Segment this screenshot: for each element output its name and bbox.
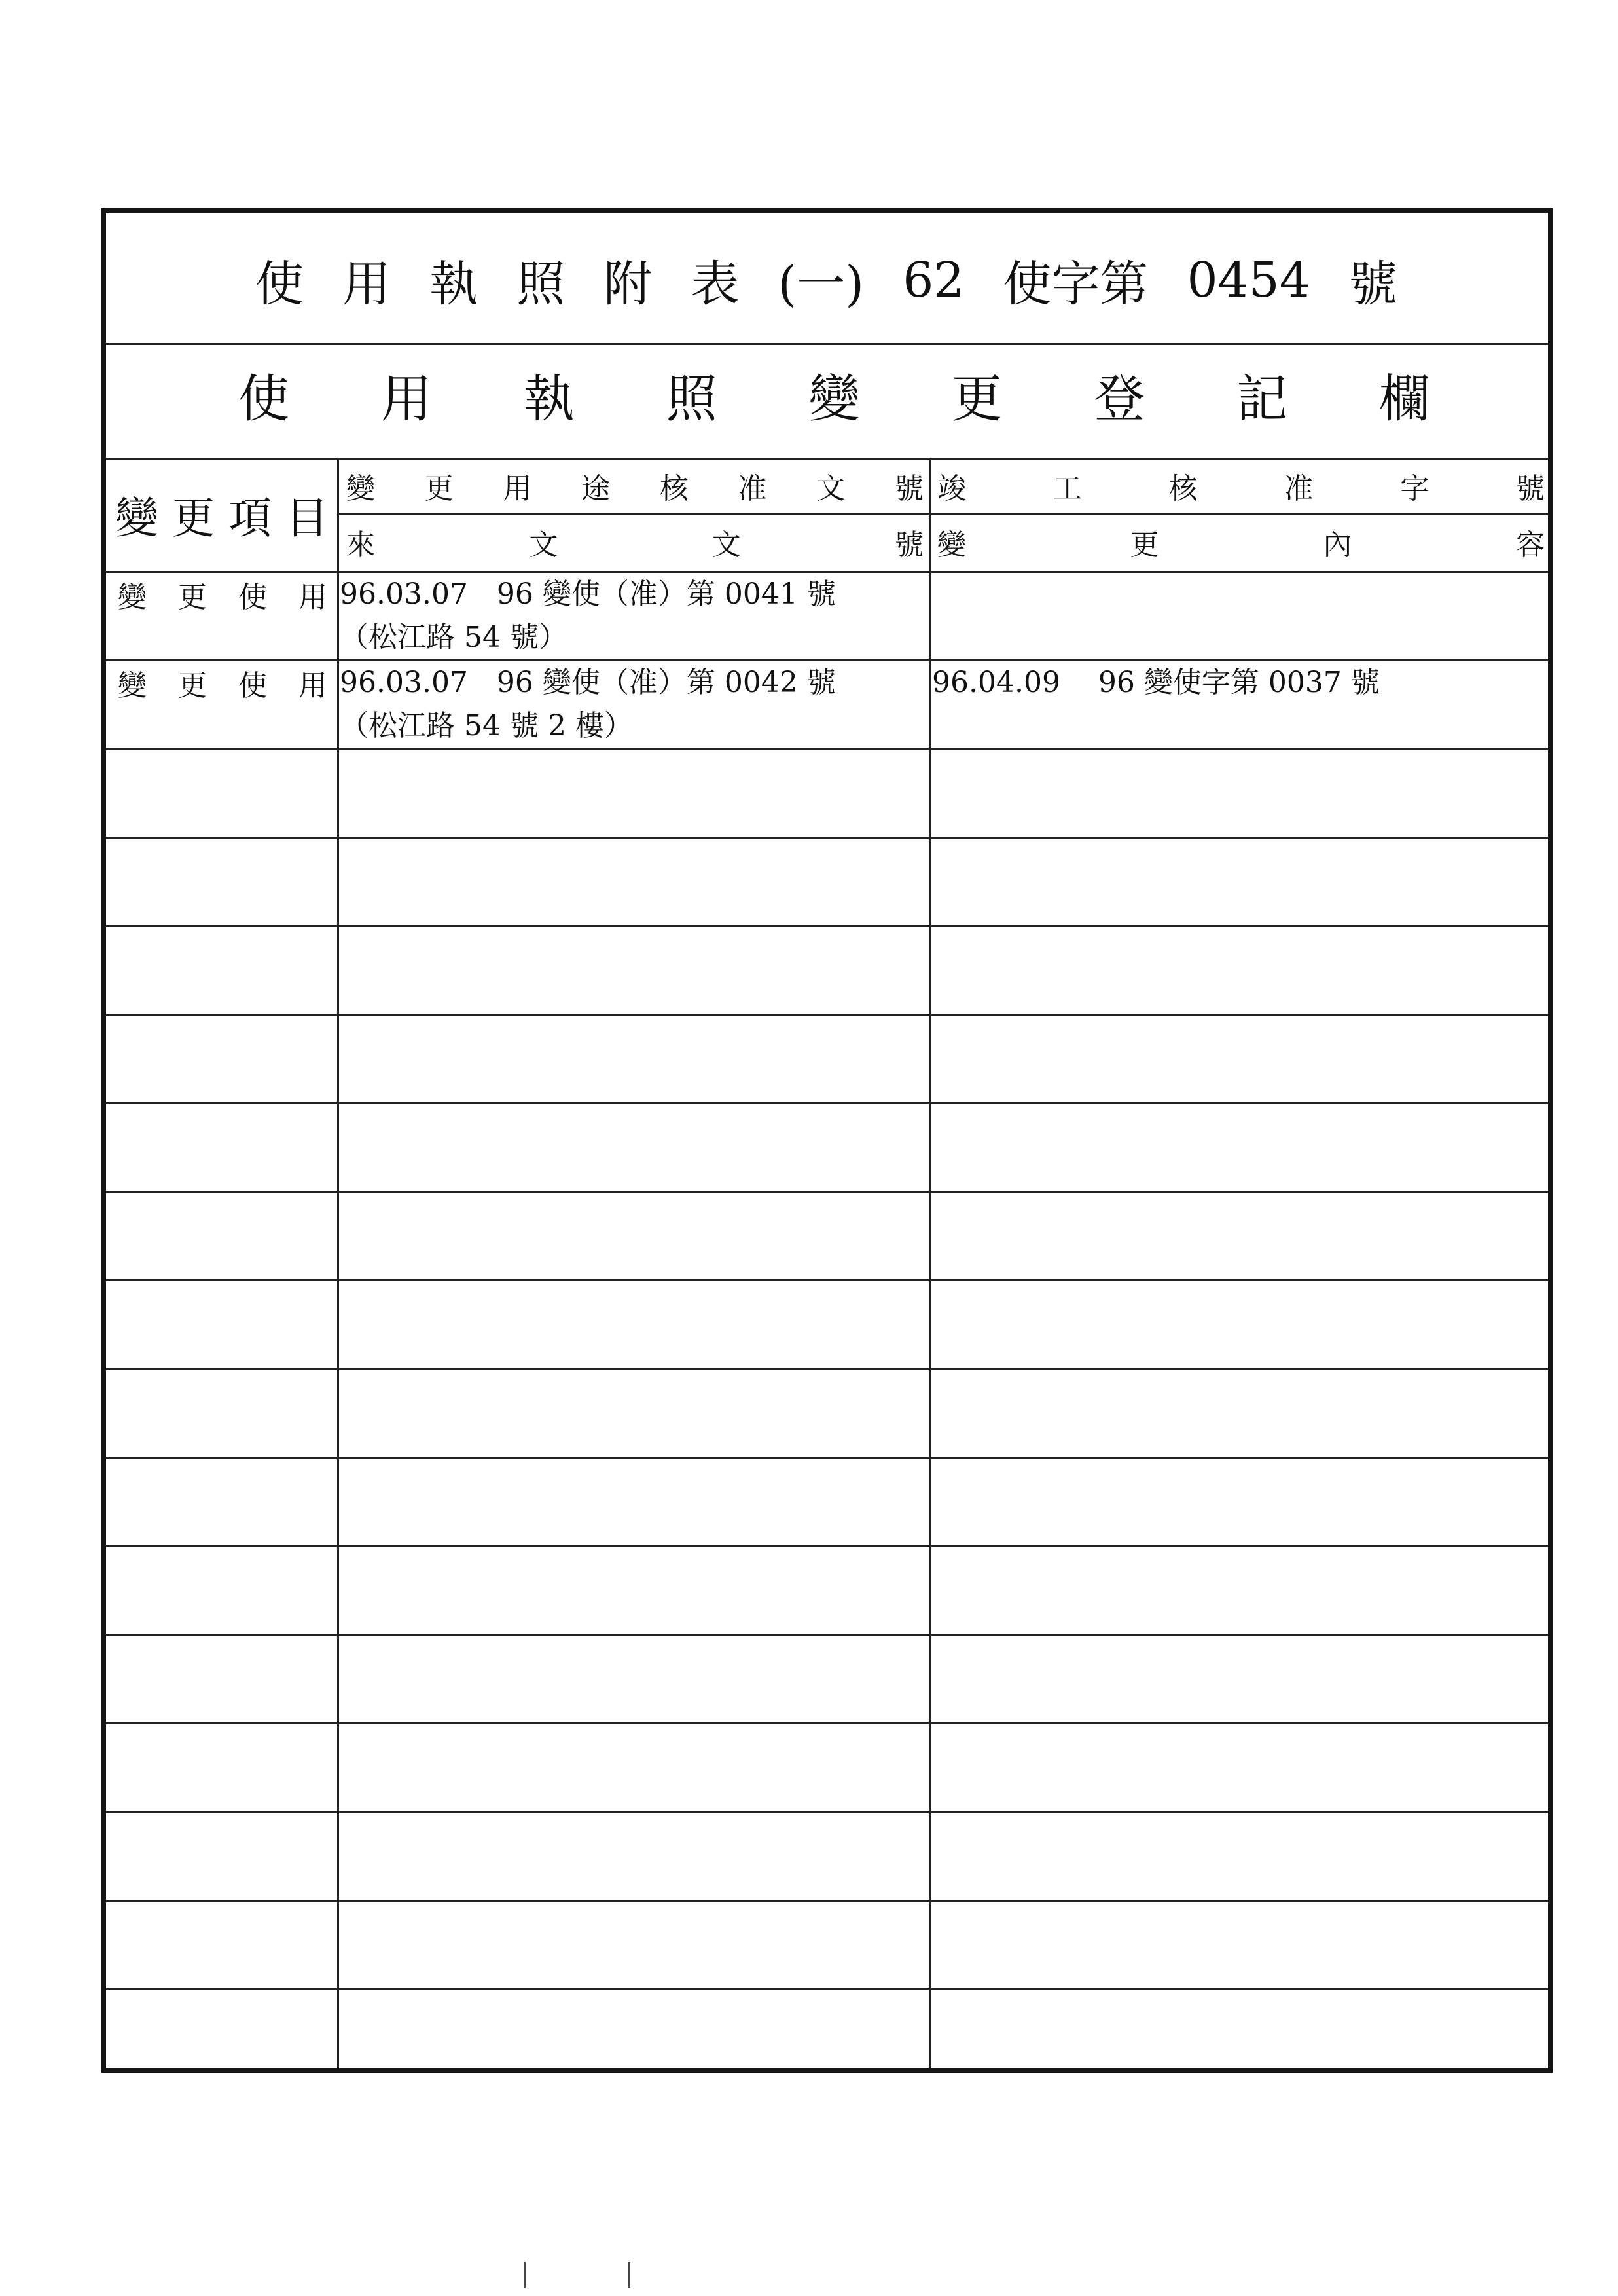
subtitle-char: 欄 [1378,370,1430,429]
subtitle-char: 照 [666,370,717,429]
title-char: 使 [255,256,304,312]
header-char: 文 [711,528,741,562]
row-1-change-item [118,573,327,616]
subtitle-char: 執 [523,370,575,429]
header-char: 字 [1400,471,1429,505]
license-change-form [101,208,1553,2073]
subtitle-char: 登 [1094,370,1145,429]
title-char: 使字第 [1003,256,1149,312]
subtitle-char: 用 [380,370,432,429]
header-char: 號 [1515,471,1545,505]
header-char: 核 [1168,471,1198,505]
header-char: 號 [894,528,924,562]
item-char: 使 [238,669,267,702]
header-char: 竣 [937,471,966,505]
item-char: 用 [298,581,327,614]
header-char: 項 [228,493,272,543]
header-char: 核 [659,471,689,505]
column-divider [929,458,931,2068]
header-change-content [937,513,1545,571]
header-change-item [115,458,329,571]
header-char: 更 [171,493,215,543]
header-char: 來 [346,528,375,562]
header-char: 文 [529,528,558,562]
title-number: 62 [903,252,965,308]
row-divider [106,1900,1548,1902]
header-char: 變 [937,528,966,562]
row-divider [106,1634,1548,1636]
row-divider [106,837,1548,839]
header-char: 文 [816,471,846,505]
subtitle-char: 使 [238,370,290,429]
title-char: (一) [778,256,865,312]
title-char: 附 [603,256,653,312]
subtitle-char: 變 [808,370,860,429]
scan-mark [524,2262,526,2288]
subtitle-char: 記 [1236,370,1288,429]
header-char: 途 [581,471,611,505]
header-char: 變 [115,493,158,543]
item-char: 使 [238,581,267,614]
row-divider [106,1545,1548,1547]
form-title [255,244,1397,316]
row-divider [106,1368,1548,1370]
row-divider [106,1102,1548,1104]
item-char: 更 [178,581,207,614]
title-number: 0454 [1187,252,1310,308]
item-char: 變 [118,669,147,702]
header-char: 用 [503,471,532,505]
header-char: 容 [1515,528,1545,562]
subtitle-char: 更 [951,370,1003,429]
header-char: 准 [738,471,767,505]
row-divider [106,748,1548,750]
header-approval-doc-no [346,458,924,513]
title-char: 執 [429,256,478,312]
row-2-change-item [118,661,327,704]
form-subtitle [238,355,1430,434]
header-char: 更 [1130,528,1159,562]
row-2-completion-no: 96.04.09 96 變使字第 0037 號 [932,666,1380,699]
row-2-approval-doc-no: 96.03.07 96 變使（准）第 0042 號 [340,666,836,699]
header-completion-approval-no [937,458,1545,513]
row-2-address: （松江路 54 號 2 樓） [340,709,633,742]
header-char: 准 [1284,471,1314,505]
item-char: 用 [298,669,327,702]
row-divider [106,1722,1548,1724]
divider [106,343,1548,345]
header-char: 更 [424,471,454,505]
column-divider [337,458,339,2068]
title-char: 號 [1348,256,1397,312]
row-divider [106,1988,1548,1990]
item-char: 變 [118,581,147,614]
header-char: 號 [894,471,924,505]
row-divider [106,1811,1548,1813]
title-char: 表 [691,256,740,312]
row-1-approval-doc-no: 96.03.07 96 變使（准）第 0041 號 [340,577,836,611]
title-char: 照 [516,256,566,312]
header-char: 目 [285,493,329,543]
row-divider [106,925,1548,927]
row-1-address: （松江路 54 號） [340,621,567,654]
row-divider [106,1014,1548,1016]
header-char: 內 [1323,528,1352,562]
header-char: 工 [1052,471,1082,505]
scan-mark [628,2262,630,2288]
row-divider [106,1279,1548,1281]
item-char: 更 [178,669,207,702]
header-incoming-doc-no [346,513,924,571]
row-divider [106,1191,1548,1193]
row-divider [106,1457,1548,1459]
title-char: 用 [342,256,391,312]
header-char: 變 [346,471,375,505]
